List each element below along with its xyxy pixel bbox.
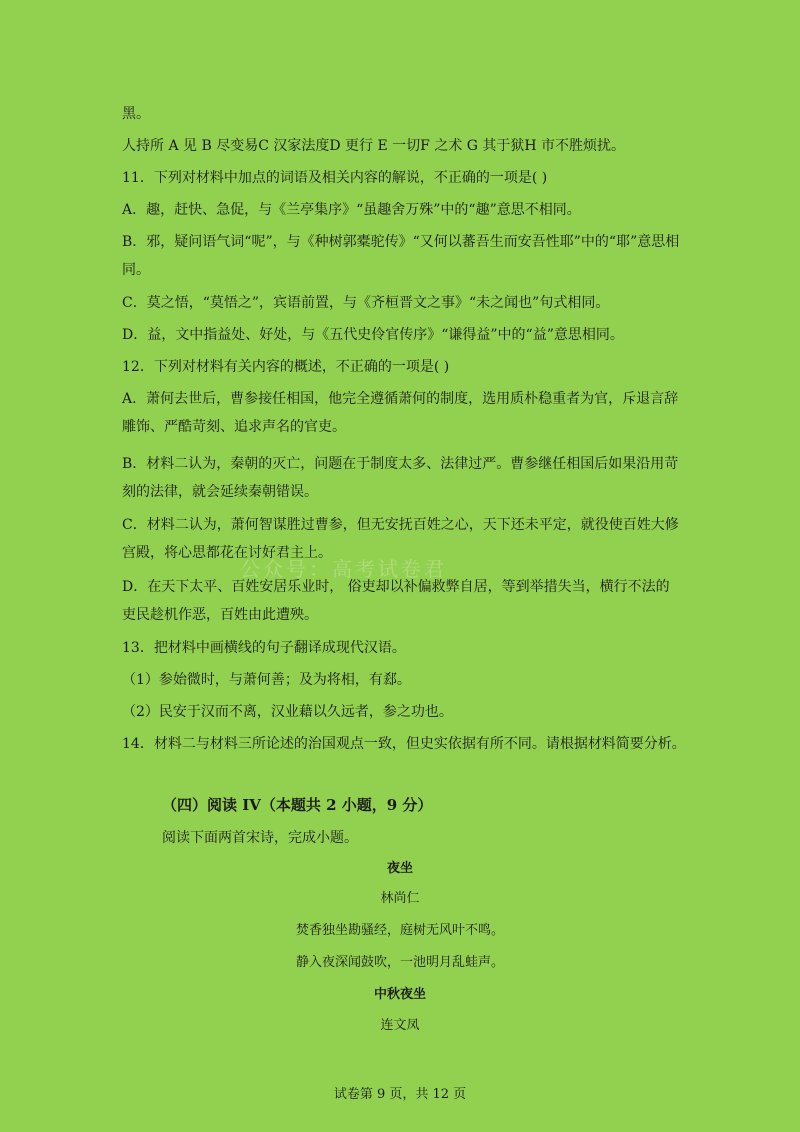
question-11: 11．下列对材料中加点的词语及相关内容的解说，不正确的一项是( ) xyxy=(122,170,548,186)
option-12b: B．材料二认为，秦朝的灭亡，问题在于制度太多、法律过严。曹参继任相国后如果沿用苛刻的法律，就会延续秦朝错误。 xyxy=(122,456,679,500)
question-13: 13．把材料中画横线的句子翻译成现代汉语。 xyxy=(122,640,406,656)
text-line: 人持所 A 见 B 尽变易C 汉家法度D 更行 E 一切F 之术 G 其于狱H 市不胜烦扰。 xyxy=(122,138,626,154)
poem-1-line-1: 焚香独坐勘骚经，庭树无风叶不鸣。 xyxy=(295,923,504,938)
option-12c: C．材料二认为，萧何智谋胜过曹参，但无安抚百姓之心，天下还未平定，就役使百姓大修宫殿，将心思都花在讨好君主上。 xyxy=(122,517,679,561)
section-heading: （四）阅读 IV（本题共 2 小题，9 分） xyxy=(162,796,433,814)
option-12a: A．萧何去世后，曹参接任相国，他完全遵循萧何的制度，选用质朴稳重者为官，斥退言辞雕饰、严酷苛刻、追求声名的官吏。 xyxy=(122,391,679,435)
page-footer: 试卷第 9 页，共 12 页 xyxy=(333,1087,467,1102)
option-11a: A．趣，赶快、急促，与《兰亭集序》“虽趣舍万殊”中的“趣”意思不相同。 xyxy=(122,202,581,218)
option-11b: B．邪，疑问语气词“呢”，与《种树郭橐驼传》“又何以蕃吾生而安吾性耶”中的“耶”意思相同。 xyxy=(122,234,680,278)
poem-1-line-2: 静入夜深闻鼓吹，一池明月乱蛙声。 xyxy=(295,955,504,970)
poem-2-author: 连文凤 xyxy=(380,1018,420,1033)
watermark: 公众号：高考试卷君 xyxy=(240,557,447,581)
question-14: 14．材料二与材料三所论述的治国观点一致，但史实依据有所不同。请根据材料简要分析。 xyxy=(122,736,686,752)
question-13-part-2: （2）民安于汉而不离，汉业藉以久远者，参之功也。 xyxy=(122,704,453,720)
section-intro: 阅读下面两首宋诗，完成小题。 xyxy=(162,830,358,846)
option-11c: C．莫之悟，“莫悟之”，宾语前置，与《齐桓晋文之事》“未之闻也”句式相同。 xyxy=(122,295,610,311)
poem-1-title: 夜坐 xyxy=(386,861,413,876)
option-11d: D．益，文中指益处、好处，与《五代史伶官传序》“谦得益”中的“益”意思相同。 xyxy=(122,327,624,343)
text-line: 黑。 xyxy=(122,106,150,122)
option-12d: D．在天下太平、百姓安居乐业时， 俗吏却以补偏救弊自居，等到举措失当，横行不法的吏民趁机作恶，百姓由此遭殃。 xyxy=(122,579,670,623)
question-13-part-1: （1）参始微时，与萧何善；及为将相，有郄。 xyxy=(122,672,411,688)
question-12: 12．下列对材料有关内容的概述，不正确的一项是( ) xyxy=(122,359,450,375)
poem-2-title: 中秋夜坐 xyxy=(373,987,426,1002)
poem-1-author: 林尚仁 xyxy=(380,891,420,906)
